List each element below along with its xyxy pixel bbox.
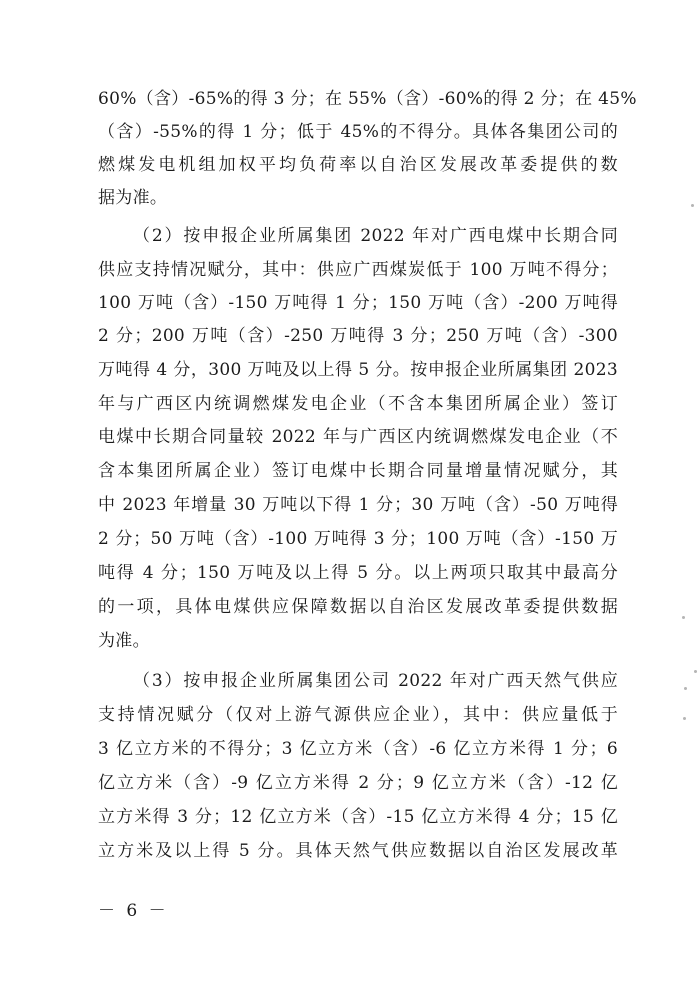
text-line: 含本集团所属企业）签订电煤中长期合同量增量情况赋分，其 (98, 461, 618, 481)
scan-speck (694, 670, 697, 673)
page-number: － 6 － (98, 901, 169, 921)
paragraph-2-first-line: （2）按申报企业所属集团 2022 年对广西电煤中长期合同 (133, 226, 618, 246)
text-line: 为准。 (98, 631, 150, 651)
scan-speck (691, 204, 694, 207)
text-line: 燃煤发电机组加权平均负荷率以自治区发展改革委提供的数 (98, 155, 618, 175)
text-line: 60%（含）-65%的得 3 分；在 55%（含）-60%的得 2 分；在 45% (98, 89, 637, 109)
text-line: 支持情况赋分（仅对上游气源供应企业），其中：供应量低于 (98, 705, 618, 725)
text-line: 的一项，具体电煤供应保障数据以自治区发展改革委提供数据 (98, 597, 618, 617)
text-line: 年与广西区内统调燃煤发电企业（不含本集团所属企业）签订 (98, 394, 618, 414)
text-line: 电煤中长期合同量较 2022 年与广西区内统调燃煤发电企业（不 (98, 427, 618, 447)
text-line: 万吨得 4 分，300 万吨及以上得 5 分。按申报企业所属集团 2023 (98, 360, 618, 380)
text-line: 亿立方米（含）-9 亿立方米得 2 分；9 亿立方米（含）-12 亿 (98, 773, 618, 793)
text-line: 3 亿立方米的不得分；3 亿立方米（含）-6 亿立方米得 1 分；6 (98, 739, 618, 759)
text-line: 2 分；200 万吨（含）-250 万吨得 3 分；250 万吨（含）-300 (98, 326, 618, 346)
text-line: 吨得 4 分；150 万吨及以上得 5 分。以上两项只取其中最高分 (98, 563, 618, 583)
text-line: 中 2023 年增量 30 万吨以下得 1 分；30 万吨（含）-50 万吨得 (98, 495, 618, 515)
text-line: 据为准。 (98, 188, 168, 208)
text-line: 立方米得 3 分；12 亿立方米（含）-15 亿立方米得 4 分；15 亿 (98, 807, 618, 827)
text-line: 供应支持情况赋分，其中：供应广西煤炭低于 100 万吨不得分； (98, 260, 618, 280)
paragraph-3-first-line: （3）按申报企业所属集团公司 2022 年对广西天然气供应 (133, 671, 618, 691)
scan-speck (684, 687, 687, 690)
scan-speck (682, 616, 685, 619)
text-line: 2 分；50 万吨（含）-100 万吨得 3 分；100 万吨（含）-150 万 (98, 529, 618, 549)
scan-speck (683, 717, 686, 720)
text-line: 立方米及以上得 5 分。具体天然气供应数据以自治区发展改革 (98, 841, 618, 861)
text-line: 100 万吨（含）-150 万吨得 1 分；150 万吨（含）-200 万吨得 (98, 293, 618, 313)
text-line: （含）-55%的得 1 分；低于 45%的不得分。具体各集团公司的 (98, 122, 618, 142)
